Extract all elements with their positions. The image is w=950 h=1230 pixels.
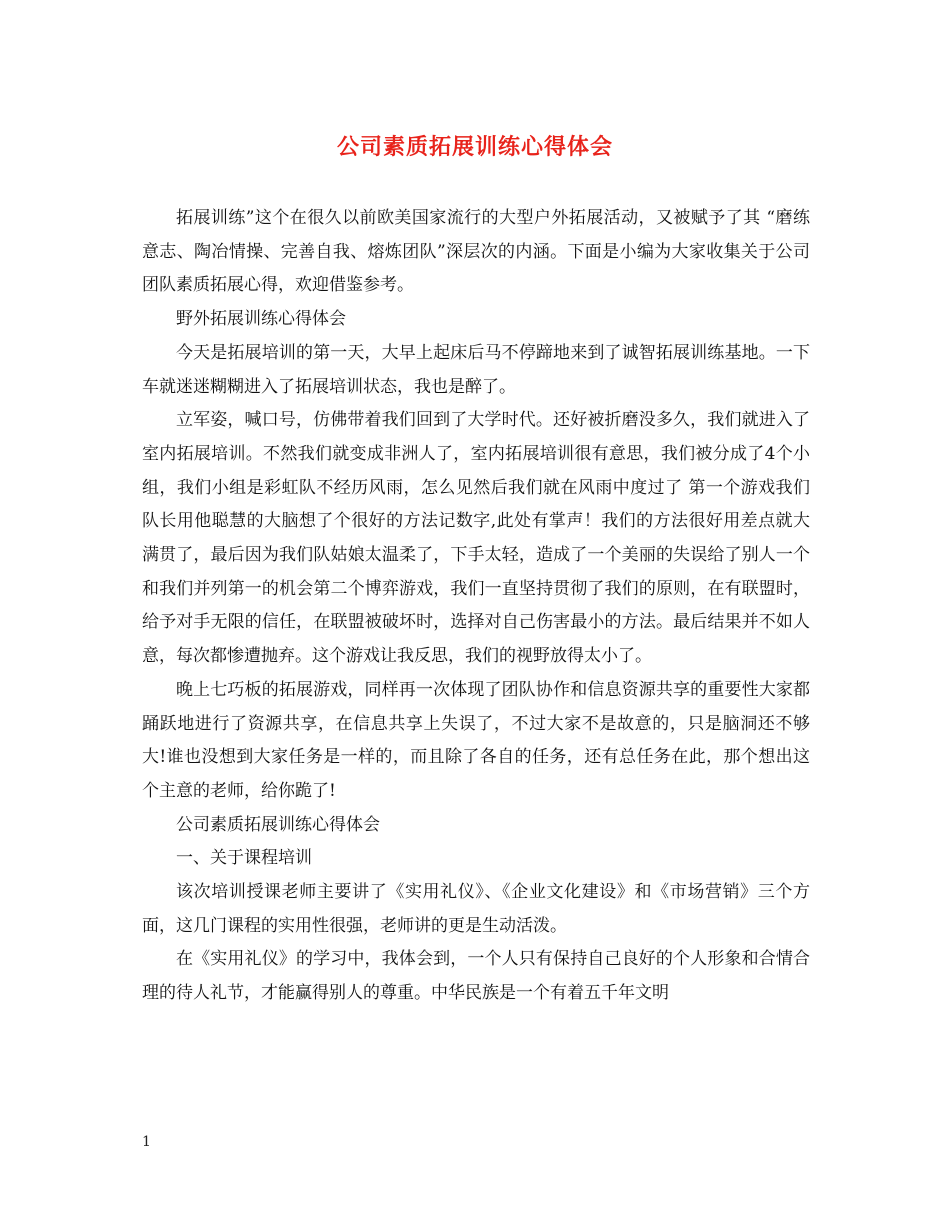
- document-title: 公司素质拓展训练心得体会: [336, 134, 613, 160]
- paragraph-intro: 拓展训练”这个在很久以前欧美国家流行的大型户外拓展活动，又被赋予了其 “磨练意志、陶冶情操、完善自我、熔炼团队”深层次的内涵。下面是小编为大家收集关于公司团队素质拓展心得，欢迎借鉴参考。: [142, 208, 810, 296]
- paragraph-etiquette: 在《实用礼仪》的学习中，我体会到，一个人只有保持自己良好的个人形象和合情合理的待人礼节，才能赢得别人的尊重。中华民族是一个有着五千年文明: [142, 949, 810, 1004]
- subheading-courses: 一、关于课程培训: [176, 848, 312, 869]
- paragraph-tangram: 晚上七巧板的拓展游戏，同样再一次体现了团队协作和信息资源共享的重要性大家都踊跃地进行了资源共享，在信息共享上失误了，不过大家不是故意的，只是脑洞还不够大!谁也没想到大家任务是一样的，而且除了各自的任务，还有总任务在此，那个想出这个主意的老师，给你跪了!: [142, 679, 810, 801]
- page-number: 1: [142, 1134, 151, 1150]
- paragraph-games: 立军姿，喊口号，仿佛带着我们回到了大学时代。还好被折磨没多久，我们就进入了室内拓展培训。不然我们就变成非洲人了，室内拓展培训很有意思，我们被分成了4个小组，我们小组是彩虹队不经历风雨，怎么见然后我们就在风雨中度过了 第一个游戏我们队长用他聪慧的大脑想了个很好的方法记数字,此处有掌声！我们的方法很好用差点就大满贯了，最后因为我们队姑娘太温柔了，下手太轻，造成了一个美丽的失误给了别人一个和我们并列第一的机会第二个博弈游戏，我们一直坚持贯彻了我们的原则，在有联盟时，给予对手无限的信任，在联盟被破坏时，选择对自己伤害最小的方法。最后结果并不如人意，每次都惨遭抛弃。这个游戏让我反思，我们的视野放得太小了。: [142, 410, 810, 667]
- document-body: [142, 202, 810, 1011]
- section-heading-company: 公司素质拓展训练心得体会: [176, 814, 380, 835]
- paragraph-courses: 该次培训授课老师主要讲了《实用礼仪》、《企业文化建设》和《市场营销》三个方面，这几门课程的实用性很强，老师讲的更是生动活泼。: [142, 882, 810, 936]
- paragraph-first-day: 今天是拓展培训的第一天，大早上起床后马不停蹄地来到了诚智拓展训练基地。一下车就迷迷糊糊进入了拓展培训状态，我也是醉了。: [142, 342, 810, 397]
- section-heading-outdoor: 野外拓展训练心得体会: [176, 309, 346, 330]
